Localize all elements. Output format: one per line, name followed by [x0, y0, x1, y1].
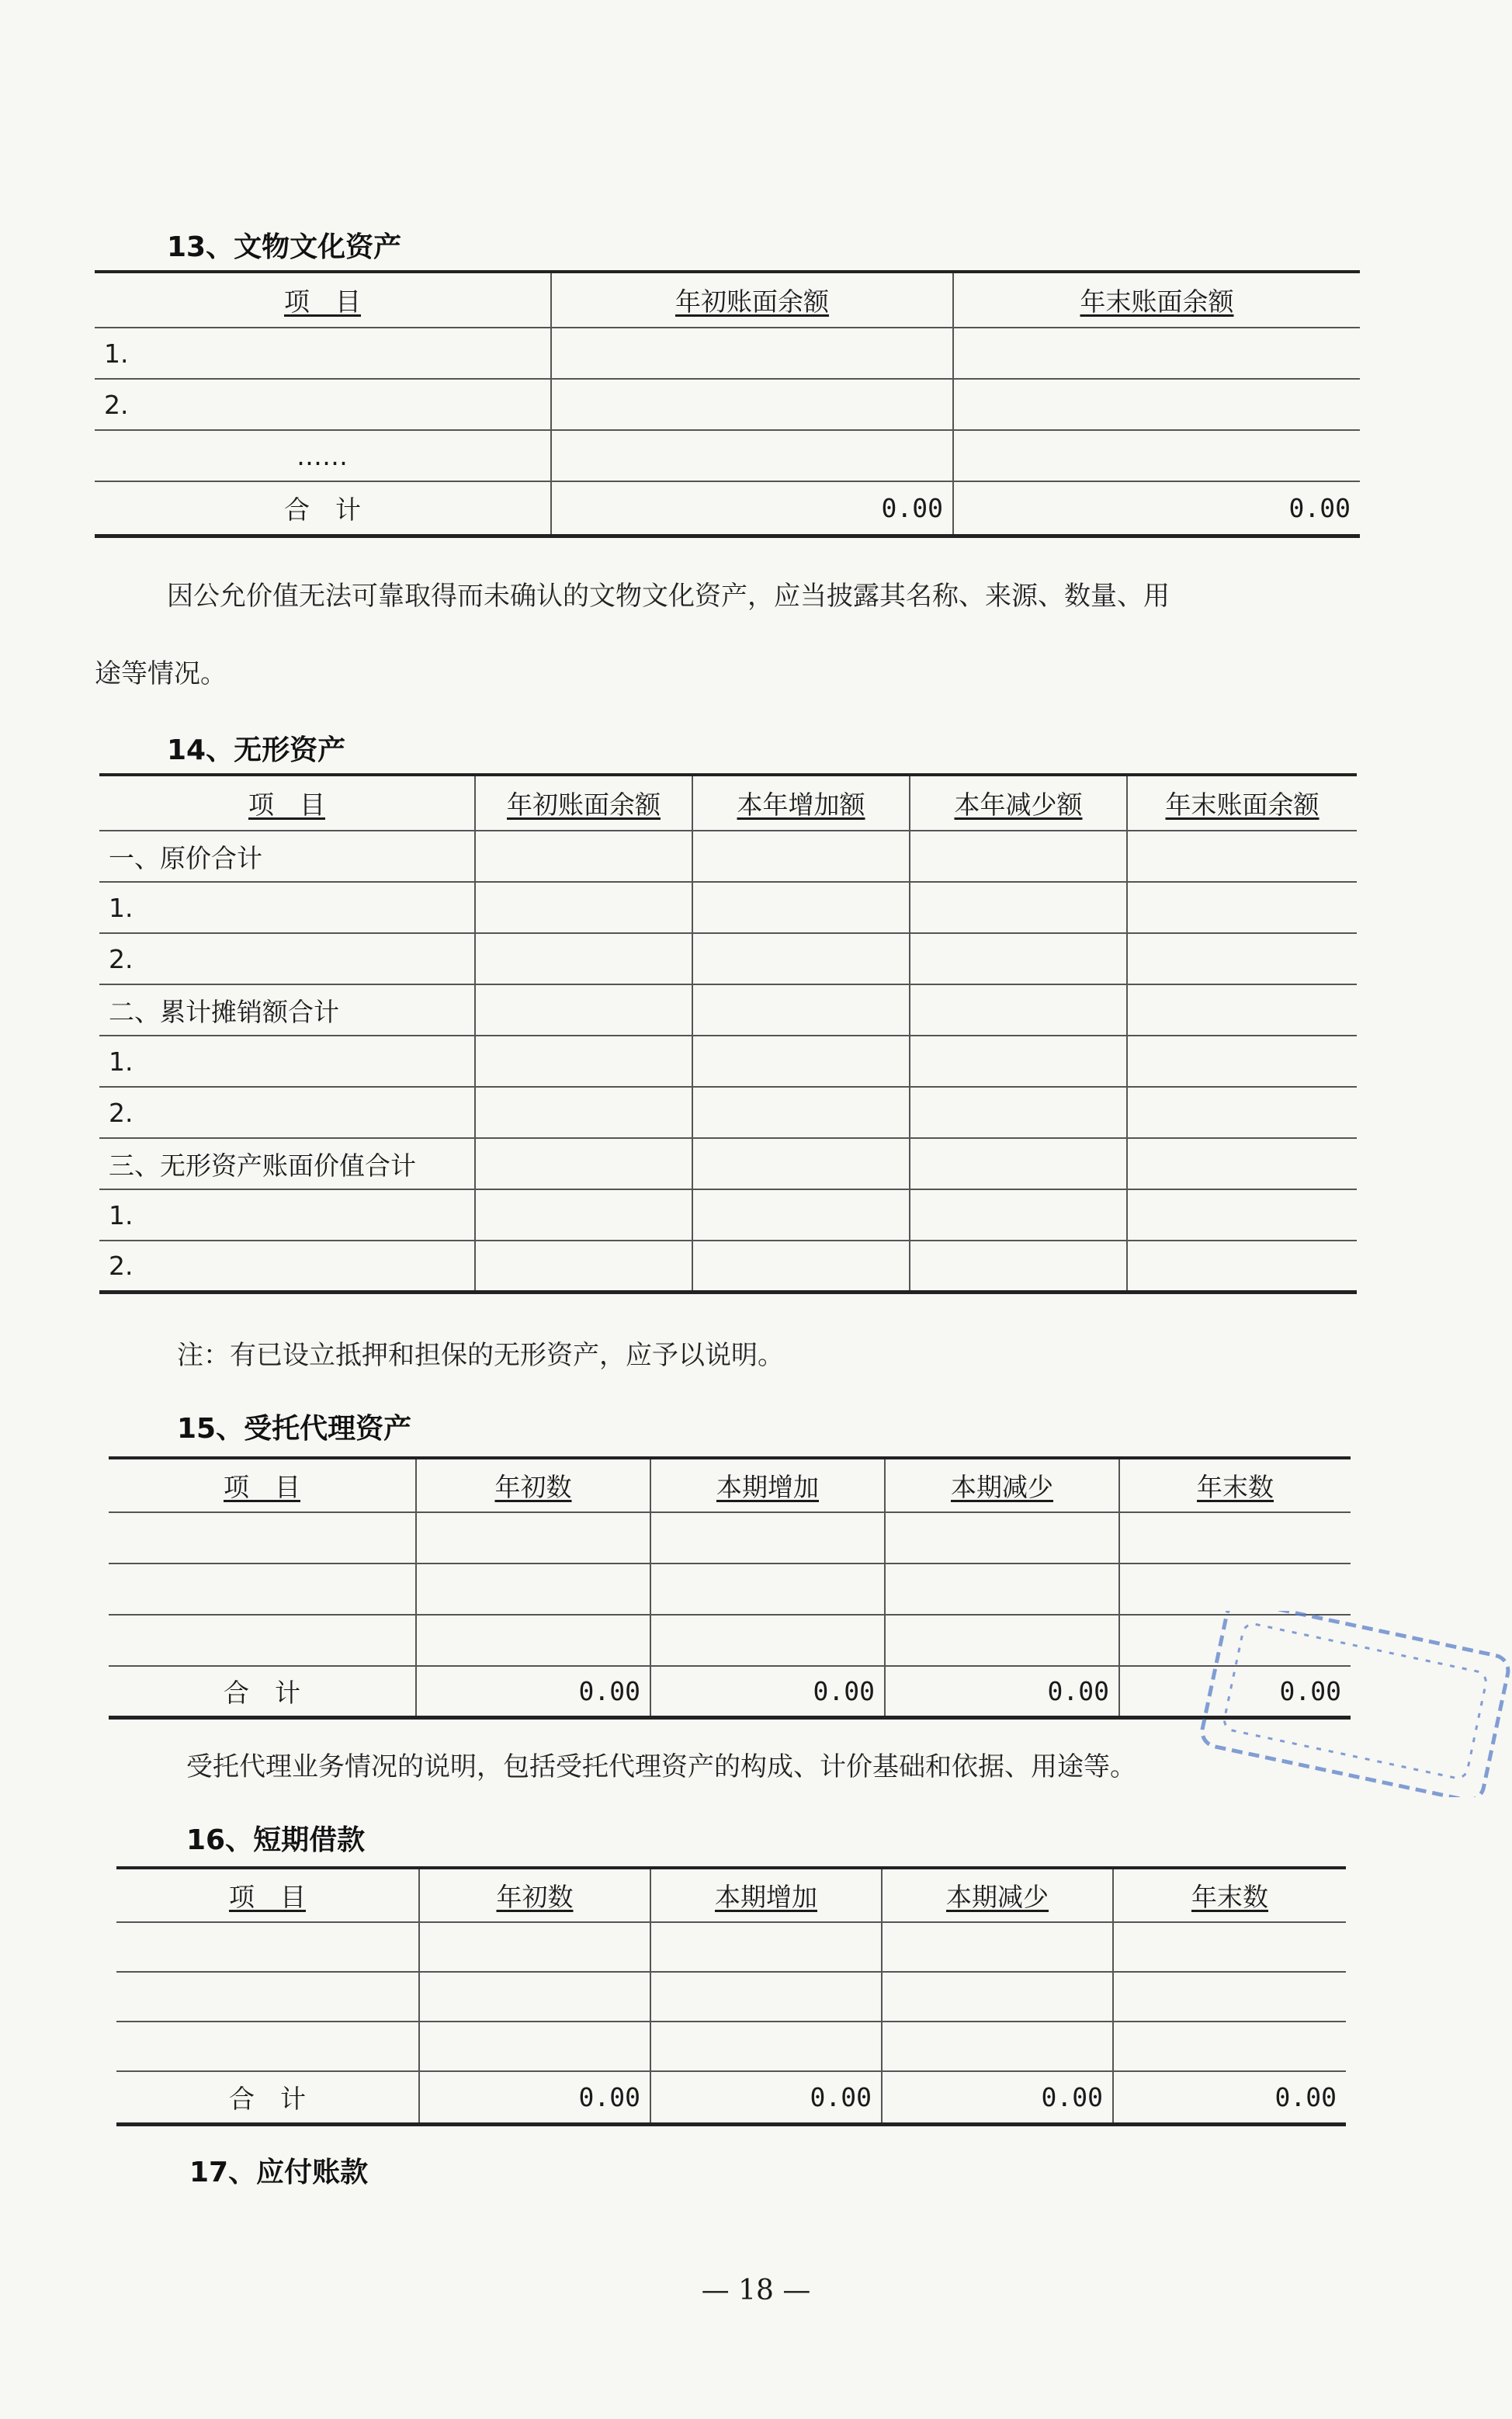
table-row [109, 1615, 1351, 1666]
header-item: 项 目 [224, 1472, 300, 1502]
section-13-note-line-2: 途等情况。 [95, 658, 227, 689]
section-15-table [109, 1456, 1351, 1720]
header-end-balance: 年末账面余额 [953, 272, 1360, 328]
header-begin-balance: 年初账面余额 [475, 775, 692, 831]
table-row: 1. [99, 1036, 1357, 1087]
section-13-title: 13、文物文化资产 [167, 231, 402, 263]
table-row: 三、无形资产账面价值合计 [99, 1138, 1357, 1189]
page-number: — 18 — [701, 2275, 811, 2306]
section-14-table [99, 773, 1357, 1294]
table-row: 1. [99, 1189, 1357, 1241]
table-row: 2. [95, 379, 1360, 430]
total-row: 合 计 0.00 0.00 0.00 0.00 [116, 2071, 1346, 2124]
official-stamp-icon [1188, 1611, 1512, 1797]
header-end: 年末数 [1119, 1458, 1351, 1512]
section-16-title: 16、短期借款 [186, 1824, 366, 1856]
section-13-note-line-1: 因公允价值无法可靠取得而未确认的文物文化资产，应当披露其名称、来源、数量、用 [167, 581, 1170, 612]
table-row: 二、累计摊销额合计 [99, 984, 1357, 1036]
header-period-decrease: 本期减少 [882, 1868, 1113, 1922]
section-15-title: 15、受托代理资产 [177, 1413, 412, 1445]
section-14-note: 注：有已设立抵押和担保的无形资产，应予以说明。 [177, 1340, 784, 1371]
table-row [109, 1512, 1351, 1564]
section-13-table [95, 270, 1360, 538]
header-period-decrease: 本期减少 [885, 1458, 1119, 1512]
section-17-title: 17、应付账款 [189, 2157, 369, 2188]
header-item: 项 目 [284, 286, 361, 317]
header-item: 项 目 [229, 1882, 306, 1912]
header-year-increase: 本年增加额 [692, 775, 910, 831]
table-row [116, 1922, 1346, 1972]
header-end-balance: 年末账面余额 [1127, 775, 1357, 831]
section-16-table [116, 1866, 1346, 2126]
header-period-increase: 本期增加 [650, 1868, 882, 1922]
table-row: 1. [95, 328, 1360, 379]
table-row [116, 1972, 1346, 2022]
table-row [116, 2022, 1346, 2071]
table-row: 2. [99, 1241, 1357, 1292]
total-row: 合 计 0.00 0.00 [95, 481, 1360, 536]
header-end: 年末数 [1113, 1868, 1346, 1922]
table-row: 2. [99, 933, 1357, 984]
table-row: 1. [99, 882, 1357, 933]
table-row: 一、原价合计 [99, 831, 1357, 882]
table-row [109, 1564, 1351, 1615]
header-year-decrease: 本年减少额 [910, 775, 1127, 831]
section-14-title: 14、无形资产 [167, 734, 346, 766]
header-begin-balance: 年初账面余额 [551, 272, 953, 328]
table-row: …… [95, 430, 1360, 481]
header-period-increase: 本期增加 [650, 1458, 885, 1512]
total-row: 合 计 0.00 0.00 0.00 0.00 [109, 1666, 1351, 1717]
table-row: 2. [99, 1087, 1357, 1138]
header-begin: 年初数 [419, 1868, 650, 1922]
section-15-note: 受托代理业务情况的说明，包括受托代理资产的构成、计价基础和依据、用途等。 [186, 1751, 1136, 1782]
header-item: 项 目 [248, 790, 325, 820]
header-begin: 年初数 [416, 1458, 650, 1512]
